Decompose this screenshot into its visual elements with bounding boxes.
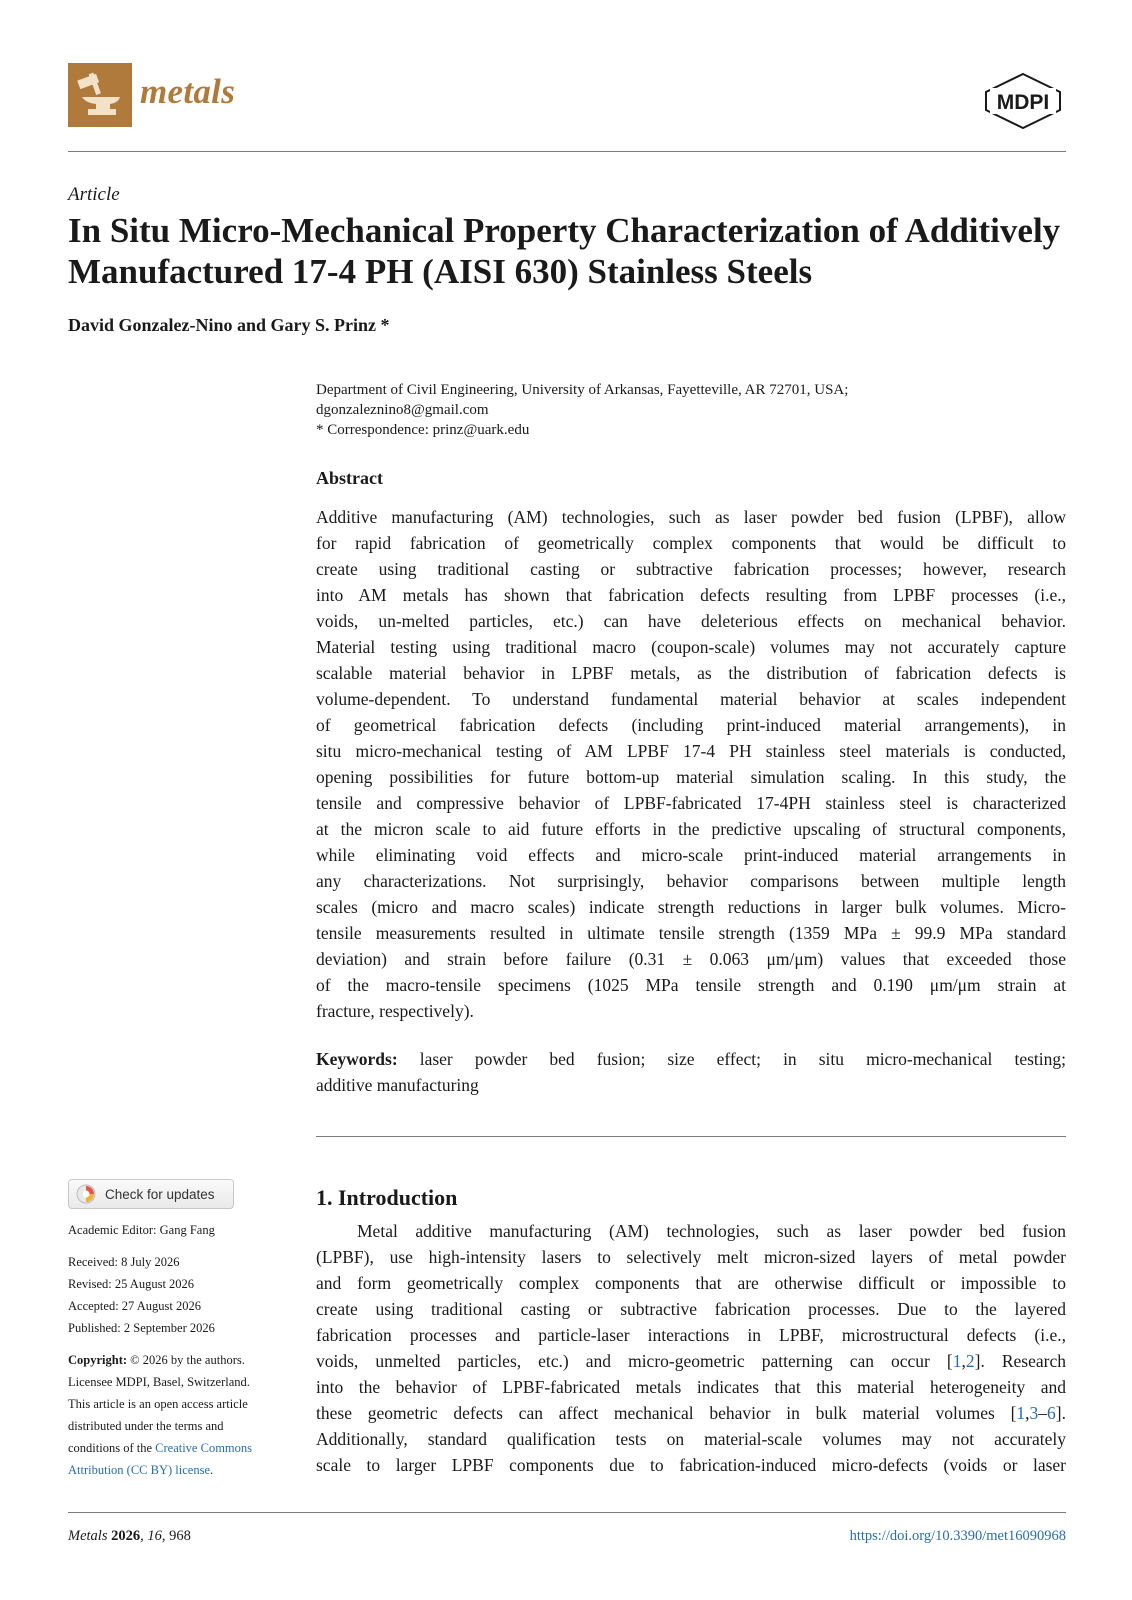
correspondence: * Correspondence: prinz@uark.edu	[316, 422, 530, 438]
abstract-line: volume-dependent. To understand fundamental material behavior at scales independent	[316, 689, 1066, 709]
abstract-line: for rapid fabrication of geometrically complex components that would be difficult to	[316, 533, 1066, 553]
paper-title: In Situ Micro-Mechanical Property Characterization of Additively Manufactured 17-4 PH (AISI 630) Stainless Steels	[68, 211, 1061, 291]
abstract-rule	[316, 1136, 1066, 1137]
keywords-label: Keywords:	[316, 1049, 398, 1069]
intro-line: voids, unmelted particles, etc.) and micro-geometric patterning can occur [1,2]. Research	[316, 1351, 1066, 1371]
intro-line: these geometric defects can affect mechanical behavior in bulk material volumes [1,3–6].	[316, 1403, 1066, 1423]
footer-rule	[68, 1512, 1066, 1513]
copyright-line: This article is an open access article	[68, 1397, 248, 1411]
copyright-text: .	[210, 1463, 214, 1477]
abstract-heading: Abstract	[316, 468, 383, 488]
copyright-text: conditions of the	[68, 1441, 156, 1455]
abstract-line: of the macro-tensile specimens (1025 MPa tensile strength and 0.190 μm/μm strain at	[316, 975, 1066, 995]
citation-link[interactable]: 3	[1029, 1403, 1039, 1423]
abstract-line: opening possibilities for future bottom-up material simulation scaling. In this study, the	[316, 767, 1066, 787]
abstract-line: tensile measurements resulted in ultimate tensile strength (1359 MPa ± 99.9 MPa standard	[316, 923, 1066, 943]
journal-logo	[68, 63, 132, 127]
check-updates-label: Check for updates	[105, 1186, 215, 1202]
section-heading: 1. Introduction	[316, 1185, 458, 1210]
abstract-line: deviation) and strain before failure (0.31 ± 0.063 μm/μm) values that exceeded those	[316, 949, 1066, 969]
doi-link[interactable]: https://doi.org/10.3390/met16090968	[849, 1528, 1066, 1544]
footer-year: 2026	[107, 1528, 141, 1544]
date-revised: Revised: 25 August 2026	[68, 1277, 195, 1291]
abstract-line: of geometrical fabrication defects (including print-induced material arrangements), in	[316, 715, 1066, 735]
check-for-updates-button[interactable]	[68, 1179, 234, 1209]
footer-journal-name: Metals	[68, 1528, 108, 1544]
abstract-line: while eliminating void effects and micro-scale print-induced material arrangements in	[316, 845, 1066, 865]
abstract-line: into AM metals has shown that fabrication defects resulting from LPBF processes (i.e.,	[316, 585, 1066, 605]
abstract-line: Material testing using traditional macro (coupon-scale) volumes may not accurately capture	[316, 637, 1066, 657]
journal-name: metals	[140, 72, 236, 111]
copyright-text: © 2026 by the authors.	[127, 1353, 245, 1367]
abstract-line: create using traditional casting or subtractive fabrication processes; however, research	[316, 559, 1066, 579]
authors: David Gonzalez-Nino and Gary S. Prinz *	[68, 315, 390, 335]
intro-line: Additionally, standard qualification tests on material-scale volumes may not accurately	[316, 1429, 1066, 1449]
mdpi-hexagon-icon	[982, 72, 1064, 130]
footer-volume: , 16	[140, 1528, 162, 1544]
copyright-line: distributed under the terms and	[68, 1419, 224, 1433]
date-published: Published: 2 September 2026	[68, 1321, 215, 1335]
intro-line: Metal additive manufacturing (AM) technologies, such as laser powder bed fusion	[357, 1221, 1066, 1241]
publisher-name: MDPI	[996, 91, 1050, 114]
abstract-line: voids, un-melted particles, etc.) can have deleterious effects on mechanical behavior.	[316, 611, 1066, 631]
abstract-line: scalable material behavior in LPBF metals, as the distribution of fabrication defects is	[316, 663, 1066, 683]
abstract-line: scales (micro and macro scales) indicate strength reductions in larger bulk volumes. Micro-	[316, 897, 1066, 917]
keywords-text: laser powder bed fusion; size effect; in situ micro-mechanical testing;	[419, 1049, 1066, 1069]
publisher-logo	[982, 72, 1064, 130]
intro-line: into the behavior of LPBF-fabricated metals indicates that this material heterogeneity and	[316, 1377, 1066, 1397]
date-accepted: Accepted: 27 August 2026	[68, 1299, 201, 1313]
keywords-continued: additive manufacturing	[316, 1075, 479, 1095]
abstract-line: tensile and compressive behavior of LPBF-fabricated 17-4PH stainless steel is characterized	[316, 793, 1066, 813]
affiliation: Department of Civil Engineering, University of Arkansas, Fayetteville, AR 72701, USA;	[316, 382, 849, 398]
abstract-line: fracture, respectively).	[316, 1001, 474, 1021]
abstract-line: any characterizations. Not surprisingly, behavior comparisons between multiple length	[316, 871, 1066, 891]
license-link[interactable]: Creative Commons	[155, 1441, 253, 1455]
intro-line: fabrication processes and particle-laser interactions in LPBF, microstructural defects (i.e.,	[316, 1325, 1066, 1345]
copyright-line	[68, 1459, 213, 1482]
footer-citation	[68, 1528, 191, 1545]
article-type: Article	[68, 184, 120, 205]
copyright-line	[68, 1349, 245, 1372]
check-updates-icon	[75, 1183, 97, 1205]
author-email: dgonzaleznino8@gmail.com	[316, 402, 489, 418]
footer-article-number: , 968	[161, 1528, 191, 1544]
abstract-line: at the micron scale to aid future efforts in the predictive upscaling of structural components,	[316, 819, 1066, 839]
header-rule	[68, 151, 1066, 152]
copyright-line	[68, 1437, 252, 1460]
citation-link[interactable]: 1	[952, 1351, 962, 1371]
intro-line: scale to larger LPBF components due to fabrication-induced micro-defects (voids or laser	[316, 1455, 1066, 1475]
copyright-label: Copyright:	[68, 1353, 128, 1367]
keywords	[316, 1046, 1066, 1072]
citation-link[interactable]: 1	[1016, 1403, 1026, 1423]
copyright-line: Licensee MDPI, Basel, Switzerland.	[68, 1375, 250, 1389]
intro-line: create using traditional casting or subtractive fabrication processes. Due to the layered	[316, 1299, 1066, 1319]
citation-link[interactable]: 6	[1047, 1403, 1056, 1423]
abstract-line: Additive manufacturing (AM) technologies, such as laser powder bed fusion (LPBF), allow	[316, 507, 1066, 527]
date-received: Received: 8 July 2026	[68, 1255, 180, 1269]
anvil-hammer-icon	[68, 63, 132, 127]
abstract-line: situ micro-mechanical testing of AM LPBF 17-4 PH stainless steel materials is conducted,	[316, 741, 1066, 761]
citation-link[interactable]: 2	[965, 1351, 975, 1371]
intro-line: (LPBF), use high-intensity lasers to selectively melt micron-sized layers of metal powder	[316, 1247, 1066, 1267]
license-link[interactable]: Attribution (CC BY) license	[68, 1463, 210, 1477]
intro-line: and form geometrically complex components that are otherwise difficult or impossible to	[316, 1273, 1066, 1293]
academic-editor: Academic Editor: Gang Fang	[68, 1223, 215, 1237]
